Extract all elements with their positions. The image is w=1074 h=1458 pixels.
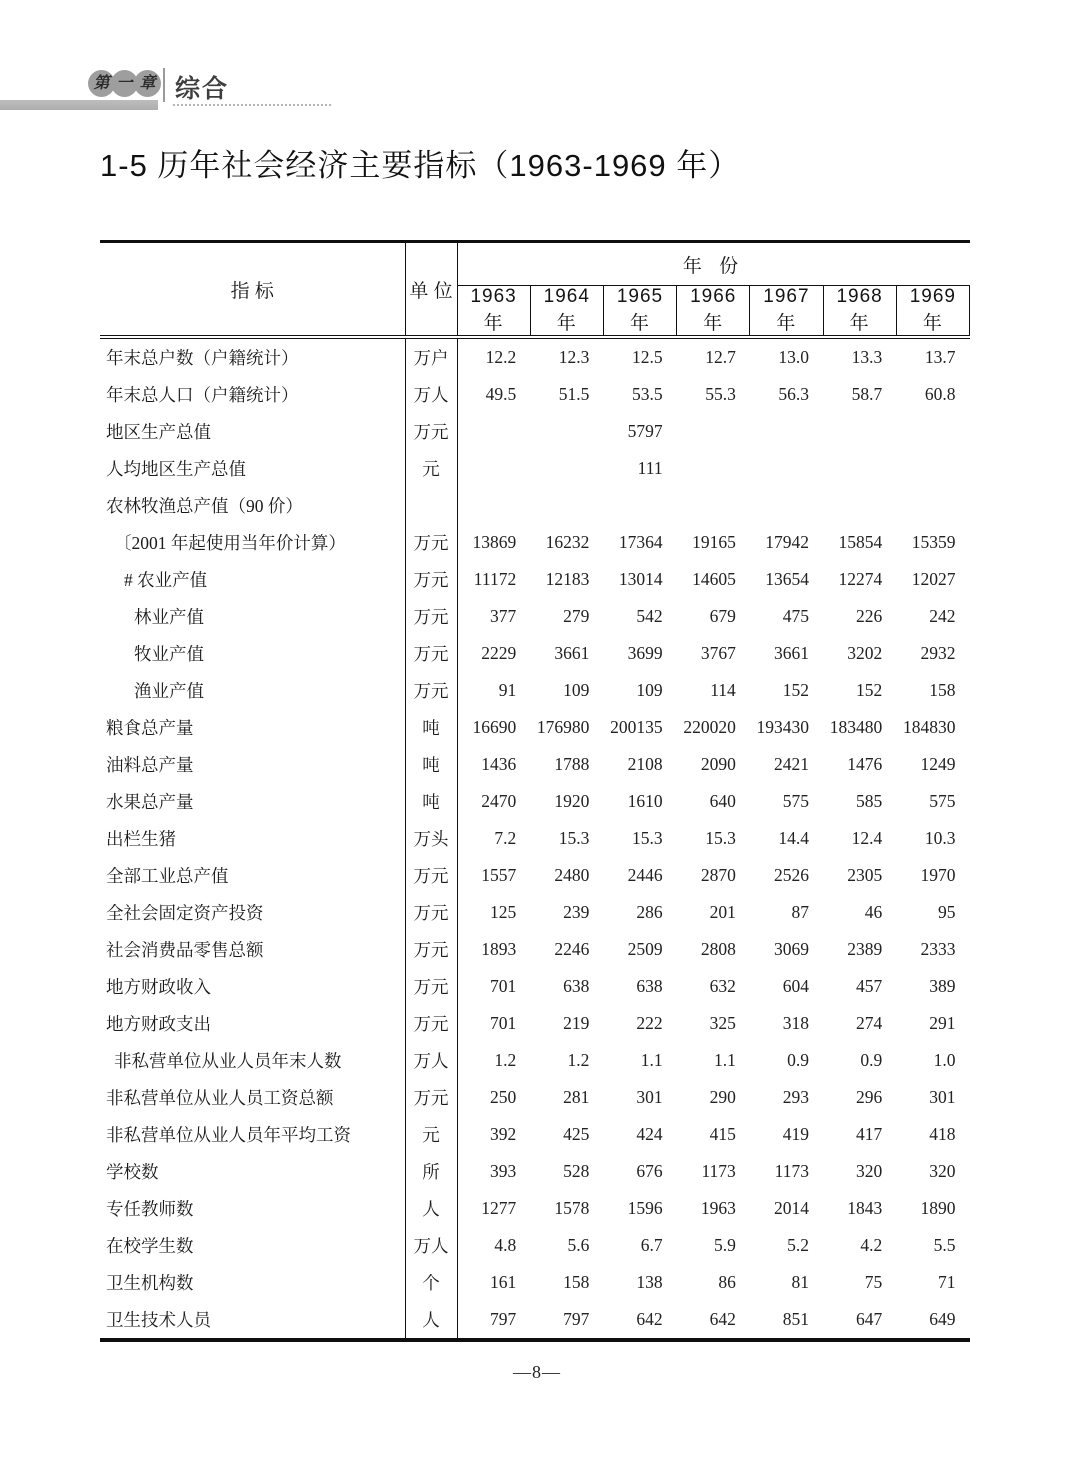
value-cell: 575 — [782, 791, 810, 811]
value-cell: 71 — [938, 1272, 956, 1292]
value-cell: 12.7 — [705, 347, 736, 367]
value-cell — [823, 487, 896, 524]
indicator-label: 人均地区生产总值 — [100, 450, 405, 487]
table-row — [100, 709, 970, 746]
indicator-label: 全社会固定资产投资 — [100, 894, 405, 931]
value-cell: 46 — [864, 902, 883, 922]
indicator-label: 地方财政支出 — [100, 1005, 405, 1042]
value-cell: 152 — [855, 680, 883, 700]
value-cell: 16232 — [545, 532, 590, 552]
value-cell: 393 — [489, 1161, 517, 1181]
value-cell: 1596 — [627, 1198, 663, 1218]
value-cell: 2509 — [627, 939, 663, 959]
value-cell: 325 — [709, 1013, 736, 1033]
year-header: 1967 年 — [750, 286, 823, 338]
value-cell: 13014 — [618, 569, 663, 589]
value-cell: 12.2 — [485, 347, 517, 367]
value-cell: 219 — [563, 1013, 590, 1033]
indicator-label: 学校数 — [100, 1153, 405, 1190]
value-cell: 114 — [710, 680, 736, 700]
value-cell: 1893 — [481, 939, 517, 959]
page-title: 1-5 历年社会经济主要指标（1963-1969 年） — [100, 148, 741, 183]
value-cell: 638 — [636, 976, 663, 996]
table-row — [100, 598, 970, 635]
value-cell: 389 — [929, 976, 956, 996]
value-cell: 632 — [709, 976, 736, 996]
indicator-label: 〔2001 年起使用当年价计算） — [100, 524, 405, 561]
value-cell: 56.3 — [778, 384, 810, 404]
value-cell: 318 — [782, 1013, 810, 1033]
chapter-badge — [88, 70, 161, 97]
value-cell — [457, 413, 530, 450]
value-cell: 1963 — [700, 1198, 736, 1218]
value-cell: 49.5 — [485, 384, 517, 404]
indicator-label: # 农业产值 — [100, 561, 405, 598]
value-cell — [603, 487, 676, 524]
value-cell: 425 — [563, 1124, 590, 1144]
value-cell: 1610 — [627, 791, 663, 811]
badge-char-circle: 第 — [88, 70, 115, 97]
value-cell: 279 — [563, 606, 590, 626]
value-cell: 475 — [782, 606, 810, 626]
unit-cell: 万元 — [405, 635, 457, 672]
value-cell: 1557 — [481, 865, 517, 885]
value-cell — [457, 487, 530, 524]
indicator-label: 社会消费品零售总额 — [100, 931, 405, 968]
table-row — [100, 635, 970, 672]
indicator-label: 林业产值 — [100, 598, 405, 635]
value-cell: 13.7 — [924, 347, 956, 367]
value-cell: 2389 — [847, 939, 883, 959]
value-cell: 58.7 — [851, 384, 883, 404]
value-cell: 13.0 — [778, 347, 810, 367]
value-cell: 7.2 — [494, 828, 517, 848]
indicator-label: 全部工业总产值 — [100, 857, 405, 894]
year-header: 1964 年 — [530, 286, 603, 338]
value-cell: 226 — [855, 606, 883, 626]
table-row — [100, 931, 970, 968]
unit-cell: 人 — [405, 1301, 457, 1340]
chapter-header — [0, 66, 400, 116]
unit-cell: 吨 — [405, 746, 457, 783]
indicator-label: 油料总产量 — [100, 746, 405, 783]
col-header-unit: 单 位 — [405, 242, 457, 338]
value-cell: 424 — [636, 1124, 663, 1144]
value-cell: 320 — [855, 1161, 883, 1181]
table-row — [100, 376, 970, 413]
value-cell — [750, 450, 823, 487]
table-row — [100, 487, 970, 524]
table-row — [100, 1079, 970, 1116]
value-cell: 109 — [563, 680, 590, 700]
value-cell: 158 — [929, 680, 956, 700]
indicator-label: 渔业产值 — [100, 672, 405, 709]
value-cell: 4.2 — [860, 1235, 883, 1255]
value-cell: 75 — [864, 1272, 883, 1292]
value-cell: 91 — [498, 680, 517, 700]
value-cell: 15359 — [911, 532, 956, 552]
value-cell: 642 — [636, 1309, 663, 1329]
value-cell: 290 — [709, 1087, 736, 1107]
indicator-label: 农林牧渔总产值（90 价） — [100, 487, 405, 524]
table-row — [100, 820, 970, 857]
year-header: 1968 年 — [823, 286, 896, 338]
value-cell: 701 — [489, 976, 517, 996]
value-cell: 12274 — [838, 569, 883, 589]
value-cell: 647 — [855, 1309, 883, 1329]
value-cell: 274 — [855, 1013, 883, 1033]
value-cell: 239 — [563, 902, 590, 922]
value-cell: 86 — [718, 1272, 736, 1292]
unit-cell: 万头 — [405, 820, 457, 857]
value-cell: 15.3 — [705, 828, 736, 848]
unit-cell: 万户 — [405, 337, 457, 376]
value-cell: 392 — [489, 1124, 517, 1144]
value-cell: 14.4 — [778, 828, 810, 848]
indicator-label: 年末总户数（户籍统计） — [100, 337, 405, 376]
value-cell: 53.5 — [631, 384, 663, 404]
value-cell: 417 — [855, 1124, 883, 1144]
value-cell: 19165 — [692, 532, 736, 552]
value-cell: 797 — [489, 1309, 517, 1329]
table-row — [100, 968, 970, 1005]
value-cell: 4.8 — [494, 1235, 517, 1255]
value-cell: 3202 — [847, 643, 883, 663]
table-row — [100, 450, 970, 487]
value-cell — [530, 450, 603, 487]
value-cell: 1.2 — [567, 1050, 590, 1070]
value-cell: 152 — [782, 680, 810, 700]
value-cell: 2246 — [554, 939, 590, 959]
value-cell: 457 — [855, 976, 883, 996]
col-header-indicator: 指 标 — [100, 242, 405, 338]
value-cell: 293 — [782, 1087, 810, 1107]
value-cell: 291 — [929, 1013, 956, 1033]
value-cell: 60.8 — [924, 384, 956, 404]
value-cell: 701 — [489, 1013, 517, 1033]
value-cell: 542 — [636, 606, 663, 626]
value-cell: 109 — [636, 680, 663, 700]
table-row — [100, 672, 970, 709]
value-cell: 604 — [782, 976, 810, 996]
value-cell: 301 — [929, 1087, 956, 1107]
value-cell: 676 — [636, 1161, 663, 1181]
unit-cell: 万元 — [405, 672, 457, 709]
badge-char-circle: 一 — [111, 70, 138, 97]
unit-cell: 人 — [405, 1190, 457, 1227]
indicator-label: 专任教师数 — [100, 1190, 405, 1227]
unit-cell: 所 — [405, 1153, 457, 1190]
value-cell: 2446 — [627, 865, 663, 885]
value-cell: 3661 — [774, 643, 810, 663]
value-cell: 12183 — [545, 569, 590, 589]
value-cell: 81 — [791, 1272, 810, 1292]
value-cell: 10.3 — [924, 828, 956, 848]
year-header: 1965 年 — [603, 286, 676, 338]
value-cell: 1173 — [774, 1161, 810, 1181]
chapter-underline — [173, 104, 331, 106]
value-cell: 0.9 — [787, 1050, 810, 1070]
indicator-label: 卫生技术人员 — [100, 1301, 405, 1340]
table-row — [100, 337, 970, 376]
value-cell: 138 — [636, 1272, 663, 1292]
value-cell: 55.3 — [705, 384, 736, 404]
unit-cell: 万元 — [405, 598, 457, 635]
table-row — [100, 857, 970, 894]
unit-cell: 吨 — [405, 783, 457, 820]
value-cell: 1970 — [920, 865, 956, 885]
value-cell: 15.3 — [631, 828, 663, 848]
indicator-label: 非私营单位从业人员工资总额 — [100, 1079, 405, 1116]
unit-cell: 万人 — [405, 1227, 457, 1264]
value-cell: 3699 — [627, 643, 663, 663]
unit-cell: 万人 — [405, 376, 457, 413]
table-row — [100, 524, 970, 561]
value-cell: 184830 — [903, 717, 956, 737]
value-cell: 15.3 — [558, 828, 590, 848]
indicator-label: 出栏生猪 — [100, 820, 405, 857]
value-cell — [823, 450, 896, 487]
unit-cell: 万元 — [405, 968, 457, 1005]
value-cell: 642 — [709, 1309, 736, 1329]
value-cell: 12.5 — [631, 347, 663, 367]
value-cell: 111 — [637, 458, 663, 478]
value-cell: 1890 — [920, 1198, 956, 1218]
value-cell — [750, 413, 823, 450]
value-cell: 2526 — [774, 865, 810, 885]
value-cell: 640 — [709, 791, 736, 811]
value-cell: 5.2 — [787, 1235, 810, 1255]
value-cell: 1788 — [554, 754, 590, 774]
indicator-label: 在校学生数 — [100, 1227, 405, 1264]
header-row-group — [100, 242, 970, 286]
value-cell: 377 — [489, 606, 517, 626]
unit-cell — [405, 487, 457, 524]
value-cell: 320 — [929, 1161, 956, 1181]
value-cell: 6.7 — [640, 1235, 663, 1255]
value-cell: 1920 — [554, 791, 590, 811]
value-cell: 5.6 — [567, 1235, 590, 1255]
value-cell: 1843 — [847, 1198, 883, 1218]
table-row — [100, 413, 970, 450]
unit-cell: 个 — [405, 1264, 457, 1301]
value-cell: 419 — [782, 1124, 810, 1144]
unit-cell: 万元 — [405, 524, 457, 561]
value-cell: 3069 — [774, 939, 810, 959]
value-cell: 649 — [929, 1309, 956, 1329]
badge-divider — [163, 68, 165, 102]
unit-cell: 元 — [405, 1116, 457, 1153]
value-cell: 200135 — [610, 717, 663, 737]
table-row — [100, 1264, 970, 1301]
value-cell: 2090 — [700, 754, 736, 774]
indicator-label: 水果总产量 — [100, 783, 405, 820]
value-cell: 797 — [563, 1309, 590, 1329]
value-cell: 5797 — [627, 421, 663, 441]
value-cell — [677, 413, 750, 450]
value-cell — [896, 450, 969, 487]
indicator-label: 非私营单位从业人员年平均工资 — [100, 1116, 405, 1153]
value-cell — [823, 413, 896, 450]
value-cell — [896, 413, 969, 450]
unit-cell: 万元 — [405, 894, 457, 931]
value-cell: 2480 — [554, 865, 590, 885]
table-row — [100, 561, 970, 598]
value-cell: 1578 — [554, 1198, 590, 1218]
value-cell: 638 — [563, 976, 590, 996]
value-cell: 1476 — [847, 754, 883, 774]
indicator-label: 地方财政收入 — [100, 968, 405, 1005]
indicator-label: 地区生产总值 — [100, 413, 405, 450]
value-cell: 2014 — [774, 1198, 810, 1218]
value-cell: 528 — [563, 1161, 590, 1181]
value-cell: 201 — [709, 902, 736, 922]
value-cell: 1277 — [481, 1198, 517, 1218]
year-header: 1969 年 — [896, 286, 969, 338]
chapter-title: 综合 — [175, 75, 230, 103]
stats-table — [100, 240, 970, 1342]
value-cell: 125 — [489, 902, 517, 922]
value-cell: 13.3 — [851, 347, 883, 367]
table-row — [100, 1116, 970, 1153]
value-cell: 2421 — [774, 754, 810, 774]
value-cell: 95 — [938, 902, 956, 922]
value-cell: 2305 — [847, 865, 883, 885]
value-cell: 5.9 — [713, 1235, 736, 1255]
value-cell: 242 — [929, 606, 956, 626]
value-cell: 3661 — [554, 643, 590, 663]
value-cell: 1.2 — [494, 1050, 517, 1070]
value-cell: 5.5 — [933, 1235, 956, 1255]
value-cell: 281 — [563, 1087, 590, 1107]
value-cell: 193430 — [756, 717, 810, 737]
value-cell: 1173 — [701, 1161, 736, 1181]
value-cell: 415 — [709, 1124, 736, 1144]
value-cell: 176980 — [536, 717, 590, 737]
unit-cell: 万人 — [405, 1042, 457, 1079]
value-cell — [677, 450, 750, 487]
indicator-label: 卫生机构数 — [100, 1264, 405, 1301]
value-cell: 158 — [563, 1272, 590, 1292]
value-cell: 1.1 — [713, 1050, 736, 1070]
value-cell: 15854 — [838, 532, 883, 552]
unit-cell: 吨 — [405, 709, 457, 746]
accent-bar — [0, 100, 158, 110]
value-cell: 17364 — [618, 532, 663, 552]
unit-cell: 万元 — [405, 561, 457, 598]
value-cell: 2108 — [627, 754, 663, 774]
value-cell: 13654 — [765, 569, 810, 589]
value-cell: 11172 — [473, 569, 517, 589]
unit-cell: 万元 — [405, 931, 457, 968]
value-cell: 16690 — [472, 717, 517, 737]
value-cell: 3767 — [700, 643, 736, 663]
value-cell: 13869 — [472, 532, 517, 552]
value-cell: 301 — [636, 1087, 663, 1107]
table-row — [100, 783, 970, 820]
value-cell — [457, 450, 530, 487]
indicator-label: 非私营单位从业人员年末人数 — [100, 1042, 405, 1079]
value-cell: 851 — [782, 1309, 810, 1329]
value-cell: 87 — [791, 902, 810, 922]
value-cell: 222 — [636, 1013, 663, 1033]
value-cell: 250 — [489, 1087, 517, 1107]
indicator-label: 粮食总产量 — [100, 709, 405, 746]
value-cell: 1436 — [481, 754, 517, 774]
value-cell — [750, 487, 823, 524]
col-header-year-group: 年 份 — [457, 242, 970, 286]
table-row — [100, 1227, 970, 1264]
table-row — [100, 1042, 970, 1079]
value-cell: 0.9 — [860, 1050, 883, 1070]
value-cell: 286 — [636, 902, 663, 922]
badge-char-circle: 章 — [134, 70, 161, 97]
value-cell: 2470 — [481, 791, 517, 811]
year-header: 1963 年 — [457, 286, 530, 338]
table-row — [100, 746, 970, 783]
value-cell: 2932 — [920, 643, 956, 663]
value-cell: 2808 — [700, 939, 736, 959]
unit-cell: 万元 — [405, 1005, 457, 1042]
table-row — [100, 1190, 970, 1227]
value-cell: 296 — [855, 1087, 883, 1107]
value-cell — [530, 487, 603, 524]
value-cell — [677, 487, 750, 524]
table-row — [100, 1301, 970, 1340]
year-header: 1966 年 — [677, 286, 750, 338]
value-cell: 12.3 — [558, 347, 590, 367]
value-cell: 2229 — [481, 643, 517, 663]
indicator-label: 牧业产值 — [100, 635, 405, 672]
value-cell: 1.0 — [933, 1050, 956, 1070]
unit-cell: 万元 — [405, 1079, 457, 1116]
value-cell: 575 — [929, 791, 956, 811]
unit-cell: 万元 — [405, 857, 457, 894]
table-row — [100, 1005, 970, 1042]
value-cell: 14605 — [692, 569, 736, 589]
value-cell — [530, 413, 603, 450]
value-cell: 161 — [489, 1272, 517, 1292]
table-row — [100, 894, 970, 931]
value-cell: 220020 — [683, 717, 736, 737]
indicator-label: 年末总人口（户籍统计） — [100, 376, 405, 413]
value-cell: 17942 — [765, 532, 810, 552]
value-cell: 1249 — [920, 754, 956, 774]
value-cell: 585 — [855, 791, 883, 811]
value-cell — [896, 487, 969, 524]
page-number: —8— — [513, 1362, 561, 1382]
value-cell: 2870 — [700, 865, 736, 885]
value-cell: 418 — [929, 1124, 956, 1144]
value-cell: 12027 — [911, 569, 956, 589]
value-cell: 183480 — [829, 717, 883, 737]
value-cell: 12.4 — [851, 828, 883, 848]
table-row — [100, 1153, 970, 1190]
value-cell: 1.1 — [640, 1050, 663, 1070]
value-cell: 2333 — [920, 939, 956, 959]
unit-cell: 元 — [405, 450, 457, 487]
value-cell: 51.5 — [558, 384, 590, 404]
unit-cell: 万元 — [405, 413, 457, 450]
value-cell: 679 — [709, 606, 736, 626]
